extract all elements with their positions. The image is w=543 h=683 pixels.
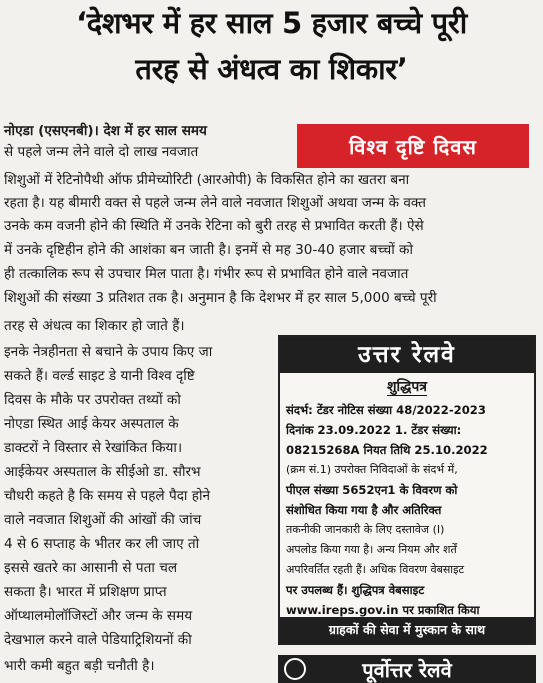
- article-line: इससे खतरे का आसानी से पता चल: [4, 560, 178, 576]
- article-line: ही तत्कालिक रूप से उपचार मिल पाता है। गंभीर रूप से प्रभावित होने वाले नवजात: [4, 266, 409, 282]
- article-line: वाले नवजात शिशुओं की आंखों की जांच: [4, 512, 202, 528]
- ad-body: [280, 396, 534, 640]
- ad-line: दिनांक 23.09.2022 1. टेंडर संख्या:: [286, 423, 462, 437]
- article-line: तरह से अंधत्व का शिकार हो जाते हैं।: [4, 318, 185, 334]
- article-line: शिशुओं की संख्या 3 प्रतिशत तक है। अनुमान है कि देशभर में हर साल 5,000 बच्चे पूरी: [4, 290, 437, 306]
- article-line: आईकेयर अस्पताल के सीईओ डा. सौरभ: [4, 464, 201, 480]
- article-line: उनके कम वजनी होने की स्थिति में उनके रेटिना को बुरी तरह से प्रभावित करती हैं। ऐसे: [4, 218, 424, 234]
- world-sight-day-banner: विश्व दृष्टि दिवस: [297, 124, 529, 168]
- article-line: से पहले जन्म लेने वाले दो लाख नवजात: [4, 144, 199, 160]
- ad-line: संदर्भ: टेंडर नोटिस संख्या 48/2022-2023: [286, 403, 486, 417]
- north-eastern-railway-advertisement: [278, 655, 536, 683]
- article-line: भारी कमी बहुत बड़ी चनौती है।: [4, 658, 155, 674]
- article-line: शिशुओं में रेटिनोपैथी ऑफ प्रीमेच्योरिटी (आरओपी) के विकसित होने का खतरा बना: [4, 172, 410, 188]
- article-line: चौधरी कहते है कि समय से पहले पैदा होने: [4, 488, 211, 504]
- ad-header: उत्तर रेलवे: [280, 337, 534, 373]
- ad-line: www.ireps.gov.in पर प्रकाशित किया: [286, 603, 480, 617]
- ad-subtitle: [280, 377, 534, 396]
- headline-line-2: तरह से अंधत्व का शिकार’: [135, 52, 408, 86]
- article-line: नोएडा (एसएनबी)। देश में हर साल समय: [4, 123, 207, 139]
- railway-logo-icon: [284, 658, 306, 680]
- article-line: देखभाल करने वाले पेडियाट्रिशियनों की: [4, 632, 192, 648]
- article-line: सकता है। भारत में प्रशिक्षण प्राप्त: [4, 584, 167, 600]
- ad-line: पर उपलब्ध हैं। शुद्धिपत्र वेबसाइट: [286, 583, 425, 597]
- ad-line: 08215268A नियत तिथि 25.10.2022: [286, 443, 488, 457]
- ad-subtitle-text: शुद्धिपत्र: [386, 379, 427, 395]
- article-line: सकते हैं। वर्ल्ड साइट डे यानी विश्व दृष्टि: [4, 368, 195, 384]
- article-line: डाक्टरों ने विस्तार से रेखांकित किया।: [4, 440, 183, 456]
- article-line: ऑप्थालमोलॉजिस्टों और जन्म के समय: [4, 608, 193, 624]
- ad-line: पीएल संख्या 5652एन1 के विवरण को: [286, 483, 458, 497]
- article-line: 4 से 6 सप्ताह के भीतर कर ली जाए तो: [4, 536, 200, 552]
- ad-line: (क्रम सं.1) उपरोक्त निविदाओं के संदर्भ में,: [286, 463, 458, 476]
- northern-railway-advertisement: [278, 335, 536, 645]
- article-line: दिवस के मौके पर उपरोक्त तथ्यों को: [4, 392, 181, 408]
- ad-line: अपलोड किया गया है। अन्य नियम और शर्तें: [286, 543, 457, 556]
- ad-line: संशोधित किया गया है और अतिरिक्त: [286, 503, 442, 517]
- headline-line-1: ‘देशभर में हर साल 5 हजार बच्चे पूरी: [76, 6, 467, 40]
- ad-line: अपरिवर्तित रहती हैं। अधिक विवरण वेबसाइट: [286, 563, 465, 576]
- article-line: रहता है। यह बीमारी वक्त से पहले जन्म लेने वाले नवजात शिशुओं अथवा जन्म के वक्त: [4, 195, 426, 211]
- article-line: में उनके दृष्टिहीन होने की आशंका बन जाती है। इनमें से मह 30-40 हजार बच्चों को: [4, 242, 414, 258]
- ad-footer: ग्राहकों की सेवा में मुस्कान के साथ: [280, 617, 534, 643]
- ad2-header: पूर्वोत्तर रेलवे: [362, 657, 452, 682]
- ad-line: तकनीकी जानकारी के लिए दस्तावेज (I): [286, 523, 445, 536]
- article-line: नोएडा स्थित आई केयर अस्पताल के: [4, 416, 179, 432]
- article-line: इनके नेत्रहीनता से बचाने के उपाय किए जा: [4, 344, 213, 360]
- headline: [0, 0, 543, 92]
